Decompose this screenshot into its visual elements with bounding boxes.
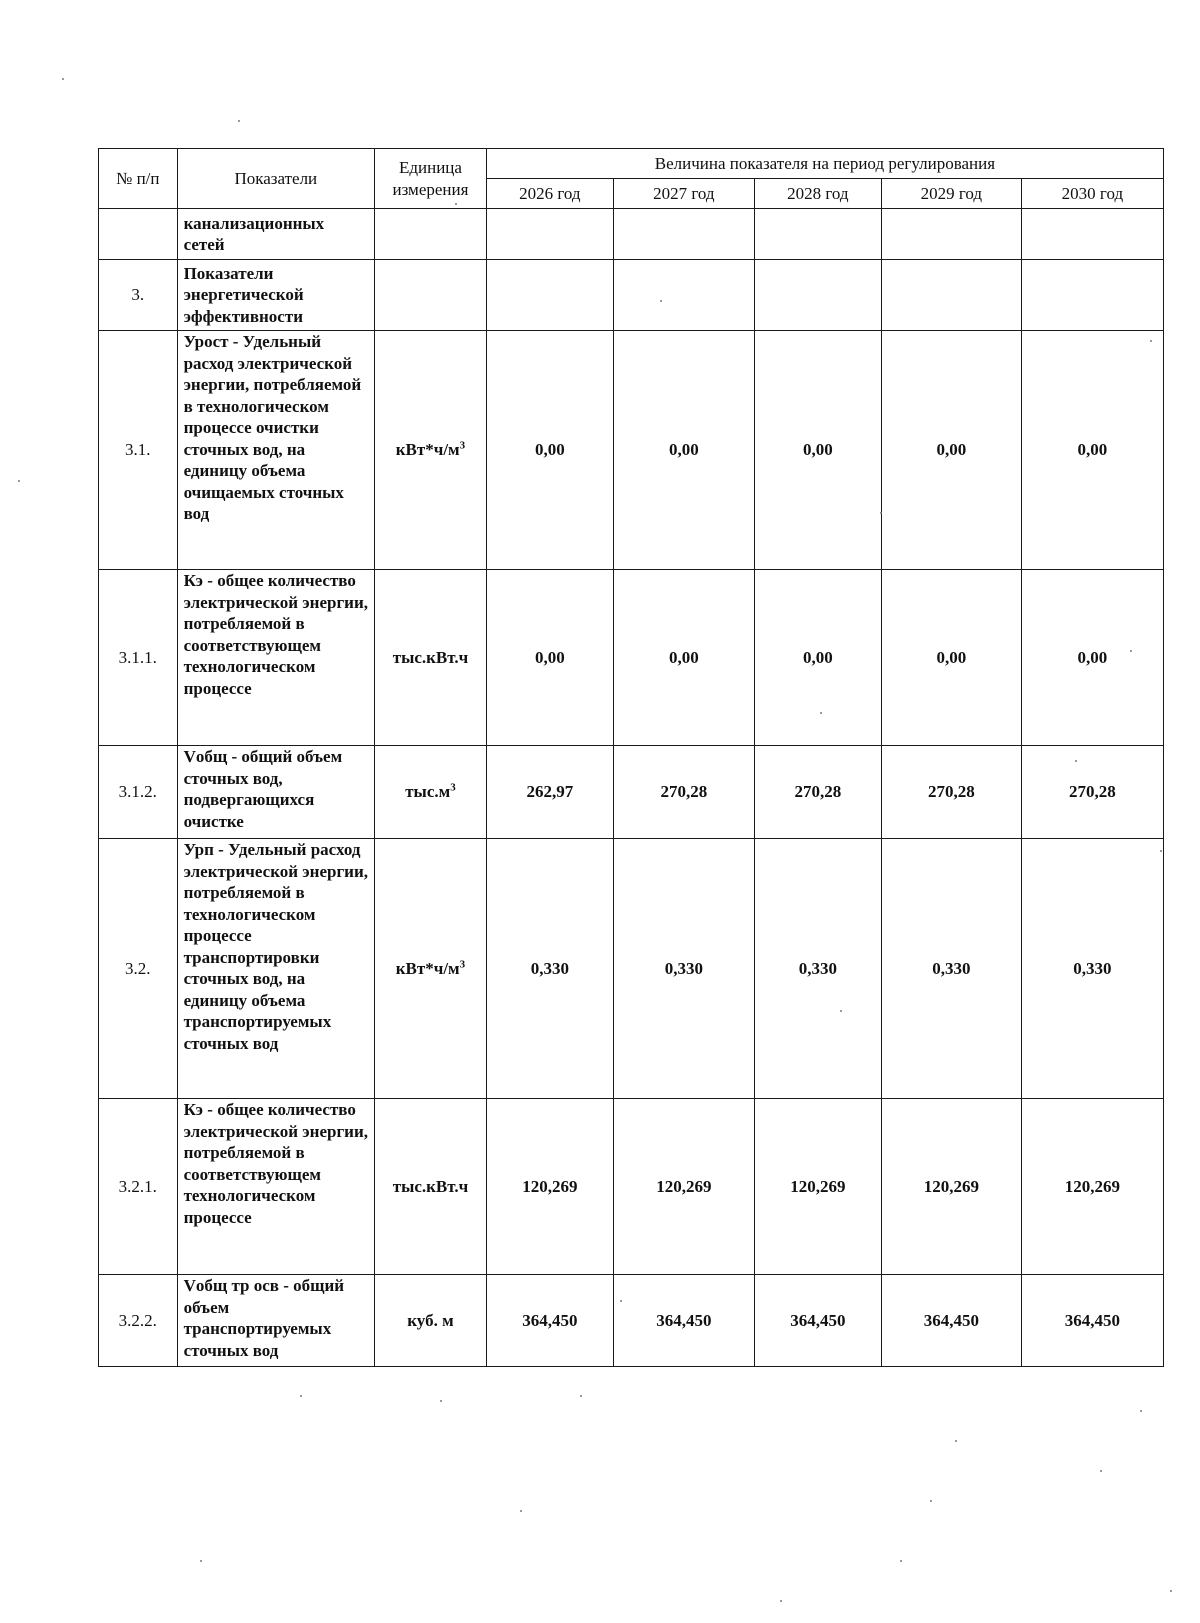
value-cell: 0,00 (486, 331, 613, 570)
row-number: 3.2. (99, 839, 178, 1099)
scan-speck (955, 1440, 957, 1442)
table-row (99, 746, 1164, 839)
table-row (99, 839, 1164, 1099)
table-header (99, 149, 1164, 209)
table-row (99, 570, 1164, 746)
value-cell: 0,330 (1021, 839, 1163, 1099)
table-row (99, 331, 1164, 570)
row-number: 3.1.1. (99, 570, 178, 746)
value-cell: 270,28 (613, 746, 754, 839)
unit-text: тыс.м (405, 782, 451, 802)
unit-cell (375, 331, 487, 570)
value-cell (486, 209, 613, 260)
row-number: 3.1.2. (99, 746, 178, 839)
table-row (99, 209, 1164, 260)
row-number: 3.2.1. (99, 1099, 178, 1275)
indicator-name: Кэ - общее количество электрической энергии, потребляемой в соответствующем технологическом процессе (177, 570, 374, 746)
indicator-name: Кэ - общее количество электрической энергии, потребляемой в соответствующем технологическом процессе (177, 1099, 374, 1275)
unit-cell (375, 839, 487, 1099)
value-cell: 0,00 (486, 570, 613, 746)
unit-cell (375, 260, 487, 331)
value-cell: 364,450 (486, 1275, 613, 1367)
scan-speck (780, 1600, 782, 1602)
unit-cell (375, 1099, 487, 1275)
scan-speck (840, 1010, 842, 1012)
scan-speck (18, 480, 20, 482)
value-cell: 120,269 (1021, 1099, 1163, 1275)
header-year: 2028 год (754, 179, 881, 209)
unit-superscript: 3 (450, 781, 456, 794)
header-unit: Единица измерения (375, 149, 487, 209)
header-period-group: Величина показателя на период регулирования (486, 149, 1163, 179)
row-number: 3. (99, 260, 178, 331)
value-cell (1021, 260, 1163, 331)
unit-text: кВт*ч/м (395, 440, 460, 460)
unit-cell (375, 746, 487, 839)
value-cell (754, 260, 881, 331)
value-cell: 120,269 (754, 1099, 881, 1275)
scan-speck (1130, 650, 1132, 652)
unit-cell (375, 1275, 487, 1367)
scan-speck (1075, 760, 1077, 762)
value-cell: 0,330 (613, 839, 754, 1099)
header-year: 2026 год (486, 179, 613, 209)
value-cell: 0,330 (486, 839, 613, 1099)
header-year: 2030 год (1021, 179, 1163, 209)
unit-cell (375, 570, 487, 746)
scan-speck (200, 1560, 202, 1562)
indicator-name: Урп - Удельный расход электрической энергии, потребляемой в технологическом процессе транспортировки сточных вод, на единицу объема транспортируемых сточных вод (177, 839, 374, 1099)
value-cell: 364,450 (613, 1275, 754, 1367)
scan-speck (620, 1300, 622, 1302)
value-cell (613, 260, 754, 331)
value-cell: 0,00 (1021, 331, 1163, 570)
unit-text: тыс.кВт.ч (392, 647, 469, 667)
value-cell: 270,28 (881, 746, 1021, 839)
scan-speck (820, 712, 822, 714)
indicator-name: канализационных сетей (177, 209, 374, 260)
scan-speck (455, 203, 457, 205)
indicator-name: Урост - Удельный расход электрической энергии, потребляемой в технологическом процессе очистки сточных вод, на единицу объема очищаемых сточных вод (177, 331, 374, 570)
header-year: 2029 год (881, 179, 1021, 209)
unit-cell (375, 209, 487, 260)
header-num: № п/п (99, 149, 178, 209)
value-cell: 364,450 (881, 1275, 1021, 1367)
header-indicator: Показатели (177, 149, 374, 209)
indicator-name: Показатели энергетической эффективности (177, 260, 374, 331)
value-cell: 120,269 (486, 1099, 613, 1275)
value-cell (1021, 209, 1163, 260)
value-cell (613, 209, 754, 260)
value-cell: 0,00 (881, 331, 1021, 570)
value-cell: 364,450 (754, 1275, 881, 1367)
value-cell: 270,28 (754, 746, 881, 839)
scan-speck (880, 512, 882, 514)
scan-speck (520, 1510, 522, 1512)
indicator-name: Vобщ тр осв - общий объем транспортируемых сточных вод (177, 1275, 374, 1367)
value-cell (486, 260, 613, 331)
row-number: 3.2.2. (99, 1275, 178, 1367)
row-number: 3.1. (99, 331, 178, 570)
value-cell: 0,00 (754, 331, 881, 570)
value-cell: 0,330 (754, 839, 881, 1099)
table-row (99, 1275, 1164, 1367)
scan-speck (300, 1395, 302, 1397)
row-number (99, 209, 178, 260)
scan-speck (580, 1395, 582, 1397)
scan-speck (660, 300, 662, 302)
scan-speck (900, 1560, 902, 1562)
scan-speck (1160, 850, 1162, 852)
unit-text: кВт*ч/м (395, 958, 460, 978)
indicator-table (98, 148, 1164, 1367)
scan-speck (1100, 1470, 1102, 1472)
header-year: 2027 год (613, 179, 754, 209)
scan-speck (440, 1400, 442, 1402)
table-body (99, 209, 1164, 1367)
indicator-name: Vобщ - общий объем сточных вод, подвергающихся очистке (177, 746, 374, 839)
scan-speck (62, 78, 64, 80)
value-cell: 120,269 (881, 1099, 1021, 1275)
unit-superscript: 3 (459, 958, 466, 971)
value-cell: 0,00 (1021, 570, 1163, 746)
value-cell: 262,97 (486, 746, 613, 839)
value-cell (754, 209, 881, 260)
table-row (99, 260, 1164, 331)
value-cell: 270,28 (1021, 746, 1163, 839)
indicator-table-sheet (98, 148, 1164, 1367)
value-cell (881, 260, 1021, 331)
scan-speck (238, 120, 240, 122)
scan-speck (1170, 1590, 1172, 1592)
table-row (99, 1099, 1164, 1275)
value-cell: 0,00 (881, 570, 1021, 746)
value-cell: 0,330 (881, 839, 1021, 1099)
scan-speck (1140, 1410, 1142, 1412)
value-cell: 0,00 (754, 570, 881, 746)
scan-speck (930, 1500, 932, 1502)
unit-text: тыс.кВт.ч (392, 1176, 469, 1196)
value-cell (881, 209, 1021, 260)
scan-speck (1150, 340, 1152, 342)
value-cell: 0,00 (613, 331, 754, 570)
value-cell: 0,00 (613, 570, 754, 746)
unit-text: куб. м (407, 1310, 454, 1330)
value-cell: 120,269 (613, 1099, 754, 1275)
unit-superscript: 3 (459, 439, 466, 452)
value-cell: 364,450 (1021, 1275, 1163, 1367)
